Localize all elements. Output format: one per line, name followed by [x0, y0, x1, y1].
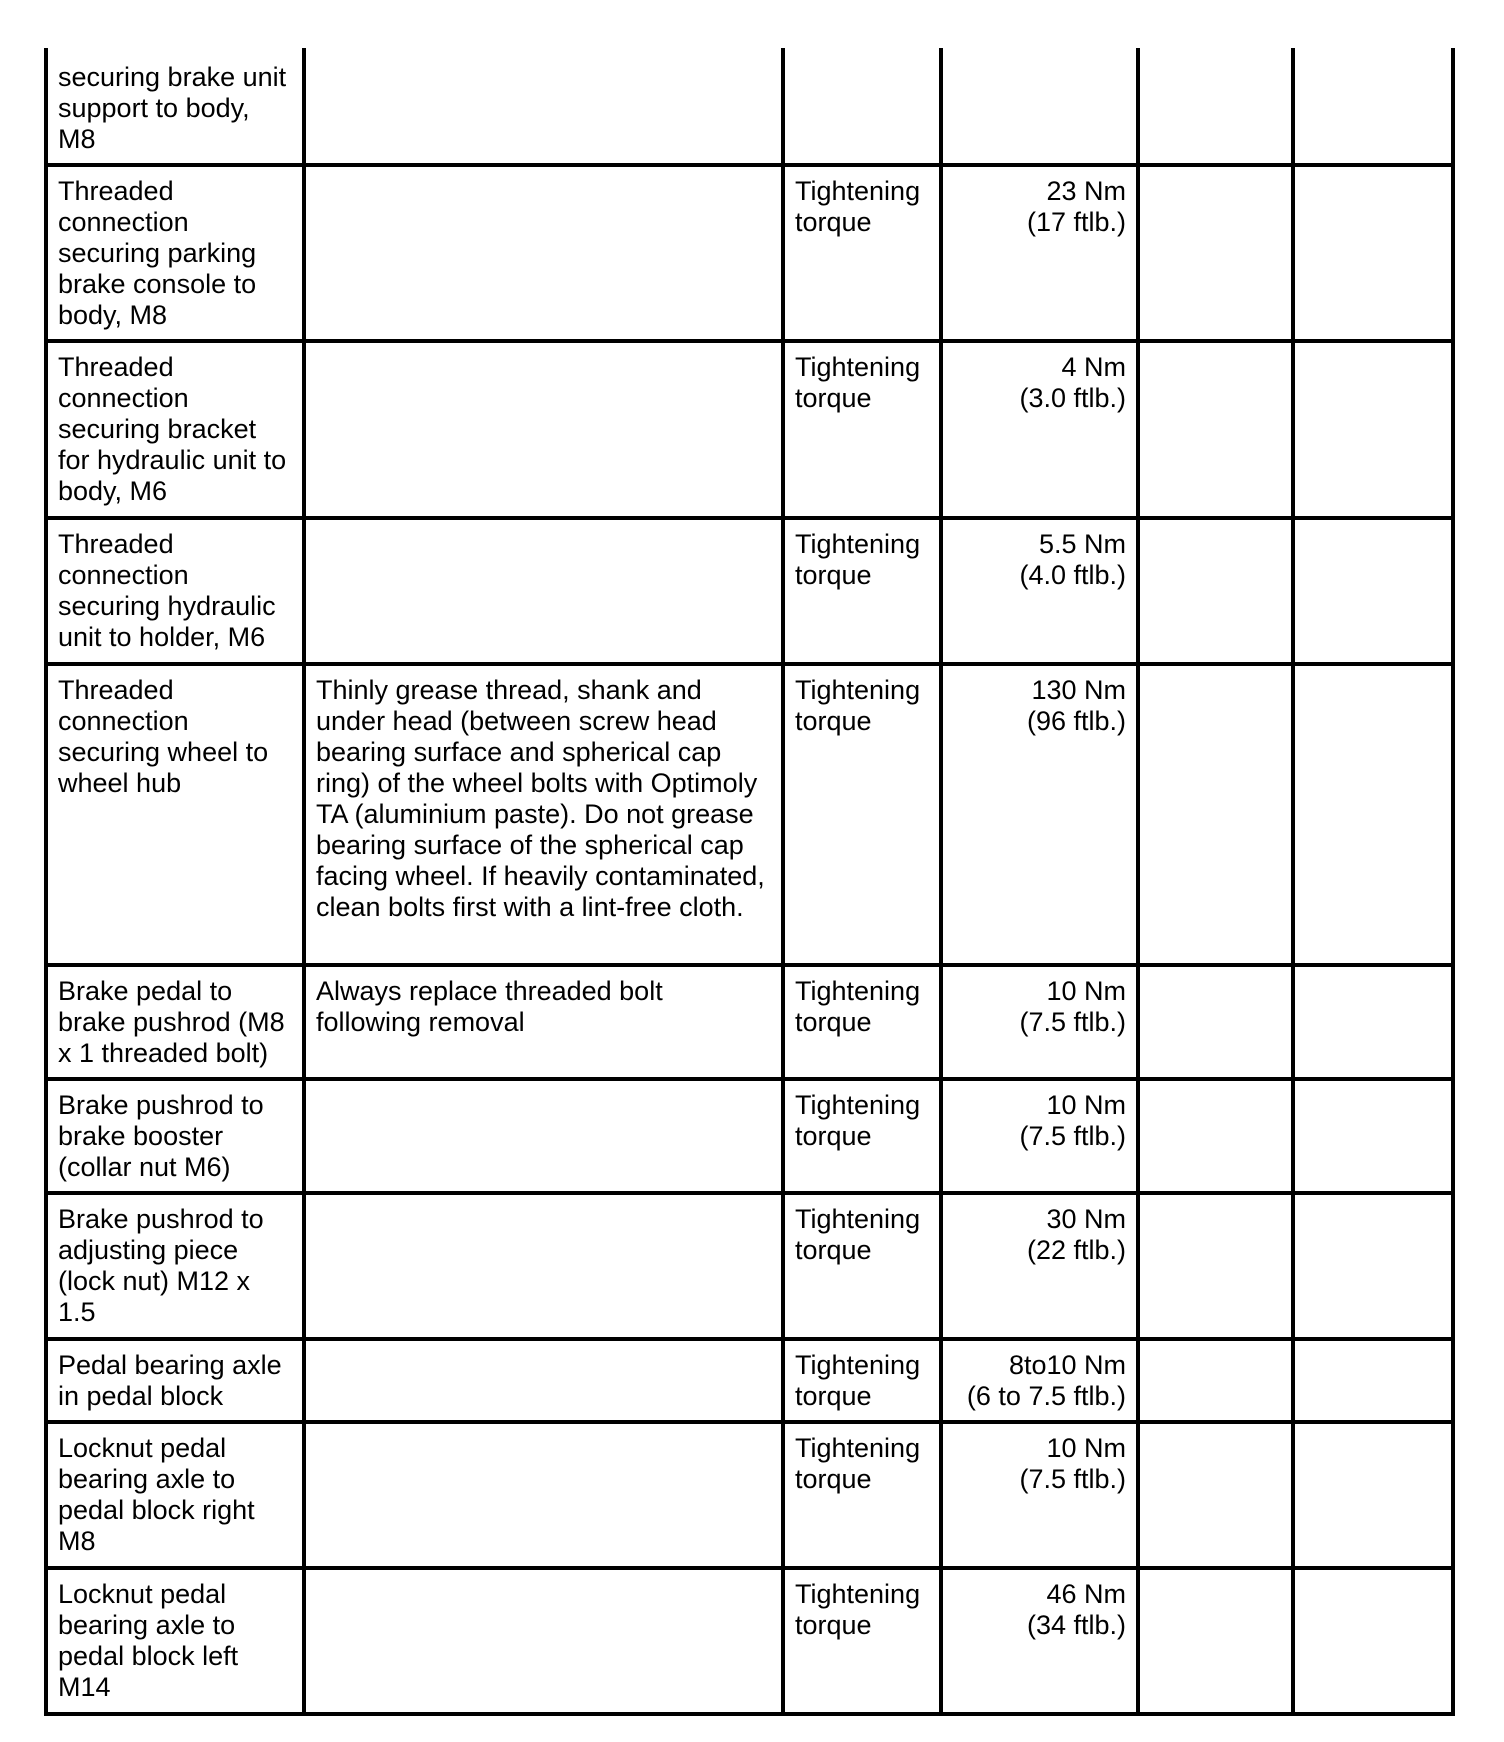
table-row: [46, 965, 1453, 1079]
value-cell: [941, 965, 1138, 1079]
value-ftlb: (4.0 ftlb.): [1019, 560, 1126, 590]
value-cell: [941, 664, 1138, 965]
empty-cell: [1138, 518, 1293, 664]
value-cell: [941, 48, 1138, 165]
value-ftlb: (7.5 ftlb.): [1019, 1121, 1126, 1151]
empty-cell: [1293, 1422, 1453, 1568]
note-cell: [304, 1339, 783, 1422]
value-nm: 23 Nm: [1046, 176, 1126, 206]
torque-spec-table: [44, 48, 1455, 1716]
component-cell: Brake pushrod to brake booster (collar nut M6): [46, 1079, 304, 1193]
empty-cell: [1293, 518, 1453, 664]
value-cell: [941, 1568, 1138, 1714]
note-cell: [304, 518, 783, 664]
empty-cell: [1138, 965, 1293, 1079]
type-cell: Tightening torque: [783, 1193, 941, 1339]
table-row: [46, 341, 1453, 518]
value-nm: 10 Nm: [1046, 1090, 1126, 1120]
value-nm: 8to10 Nm: [1008, 1350, 1126, 1380]
type-cell: Tightening torque: [783, 518, 941, 664]
value-nm: 10 Nm: [1046, 1433, 1126, 1463]
value-cell: [941, 165, 1138, 341]
table-row: [46, 1422, 1453, 1568]
empty-cell: [1138, 1422, 1293, 1568]
table-row: [46, 1339, 1453, 1422]
component-cell: Brake pushrod to adjusting piece (lock nut) M12 x 1.5: [46, 1193, 304, 1339]
table-row: [46, 518, 1453, 664]
type-cell: Tightening torque: [783, 664, 941, 965]
value-cell: [941, 518, 1138, 664]
note-cell: Always replace threaded bolt following removal: [304, 965, 783, 1079]
empty-cell: [1293, 1079, 1453, 1193]
table-row: [46, 664, 1453, 965]
value-ftlb: (6 to 7.5 ftlb.): [966, 1381, 1126, 1411]
type-cell: Tightening torque: [783, 1568, 941, 1714]
value-ftlb: (96 ftlb.): [1026, 706, 1126, 736]
empty-cell: [1138, 48, 1293, 165]
type-cell: Tightening torque: [783, 965, 941, 1079]
component-cell: Pedal bearing axle in pedal block: [46, 1339, 304, 1422]
value-ftlb: (3.0 ftlb.): [1019, 383, 1126, 413]
value-cell: [941, 1339, 1138, 1422]
table-row: [46, 48, 1453, 165]
empty-cell: [1293, 48, 1453, 165]
value-nm: 46 Nm: [1046, 1579, 1126, 1609]
value-nm: 5.5 Nm: [1038, 529, 1126, 559]
empty-cell: [1138, 1193, 1293, 1339]
value-cell: [941, 341, 1138, 518]
note-cell: [304, 1568, 783, 1714]
table-row: [46, 1568, 1453, 1714]
component-cell: Locknut pedal bearing axle to pedal block left M14: [46, 1568, 304, 1714]
value-cell: [941, 1422, 1138, 1568]
component-cell: Locknut pedal bearing axle to pedal block right M8: [46, 1422, 304, 1568]
value-nm: 10 Nm: [1046, 976, 1126, 1006]
value-cell: [941, 1079, 1138, 1193]
component-cell: Brake pedal to brake pushrod (M8 x 1 threaded bolt): [46, 965, 304, 1079]
component-cell: Threaded connection securing bracket for hydraulic unit to body, M6: [46, 341, 304, 518]
empty-cell: [1138, 1079, 1293, 1193]
type-cell: Tightening torque: [783, 1339, 941, 1422]
value-cell: [941, 1193, 1138, 1339]
value-ftlb: (17 ftlb.): [1026, 207, 1126, 237]
note-cell: Thinly grease thread, shank and under head (between screw head bearing surface and spherical cap ring) of the wheel bolts with Optimoly TA (aluminium paste). Do not grease bearing surface of the spherical cap facing wheel. If heavily contaminated, clean bolts first with a lint-free cloth.: [304, 664, 783, 965]
empty-cell: [1138, 341, 1293, 518]
component-cell: Threaded connection securing parking brake console to body, M8: [46, 165, 304, 341]
note-cell: [304, 1079, 783, 1193]
empty-cell: [1293, 965, 1453, 1079]
type-cell: [783, 48, 941, 165]
torque-spec-sheet: [44, 48, 1451, 1716]
empty-cell: [1138, 1568, 1293, 1714]
component-cell: securing brake unit support to body, M8: [46, 48, 304, 165]
value-nm: 30 Nm: [1046, 1204, 1126, 1234]
component-cell: Threaded connection securing hydraulic unit to holder, M6: [46, 518, 304, 664]
empty-cell: [1138, 165, 1293, 341]
component-cell: Threaded connection securing wheel to wheel hub: [46, 664, 304, 965]
type-cell: Tightening torque: [783, 1079, 941, 1193]
empty-cell: [1293, 1568, 1453, 1714]
type-cell: Tightening torque: [783, 165, 941, 341]
empty-cell: [1138, 1339, 1293, 1422]
note-cell: [304, 48, 783, 165]
value-ftlb: (22 ftlb.): [1026, 1235, 1126, 1265]
empty-cell: [1293, 165, 1453, 341]
value-nm: 130 Nm: [1031, 675, 1126, 705]
value-nm: 4 Nm: [1061, 352, 1126, 382]
empty-cell: [1293, 1339, 1453, 1422]
note-cell: [304, 1422, 783, 1568]
table-row: [46, 1079, 1453, 1193]
note-cell: [304, 1193, 783, 1339]
table-row: [46, 165, 1453, 341]
note-cell: [304, 341, 783, 518]
type-cell: Tightening torque: [783, 341, 941, 518]
empty-cell: [1138, 664, 1293, 965]
empty-cell: [1293, 1193, 1453, 1339]
value-ftlb: (7.5 ftlb.): [1019, 1464, 1126, 1494]
empty-cell: [1293, 664, 1453, 965]
value-ftlb: (34 ftlb.): [1026, 1610, 1126, 1640]
table-row: [46, 1193, 1453, 1339]
note-cell: [304, 165, 783, 341]
value-ftlb: (7.5 ftlb.): [1019, 1007, 1126, 1037]
empty-cell: [1293, 341, 1453, 518]
type-cell: Tightening torque: [783, 1422, 941, 1568]
